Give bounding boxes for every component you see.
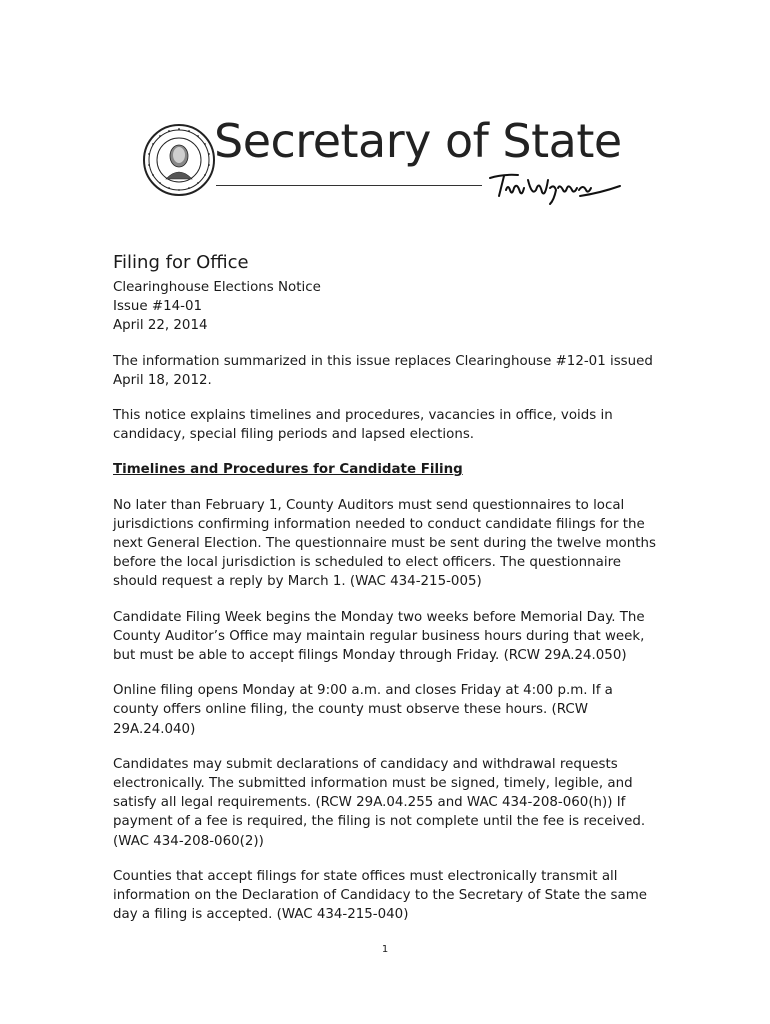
section-heading: Timelines and Procedures for Candidate Filing: [113, 462, 463, 478]
paragraph-questionnaire: No later than February 1, County Auditors must send questionnaires to local jurisdictions confirming information needed to conduct candidate filings for the next General Election. The questionnaire must be sent during the twelve months before the local jurisdiction is scheduled to elect officers. The questionnaire should request a reply by March 1. (WAC 434-215-005): [113, 497, 656, 590]
intro-paragraph-scope: This notice explains timelines and procedures, vacancies in office, voids in candidacy, special filing periods and lapsed elections.: [113, 408, 613, 443]
handwritten-signature-icon: [484, 166, 624, 206]
page-number: 1: [381, 944, 389, 955]
document-body: [113, 250, 658, 924]
document-subtitle: Clearinghouse Elections Notice: [113, 280, 321, 295]
document-title: Filing for Office: [113, 252, 249, 273]
document-issue: Issue #14-01: [113, 299, 203, 315]
paragraph-transmit-state: Counties that accept filings for state offices must electronically transmit all information on the Declaration of Candidacy to the Secretary of State the same day a filing is accepted. (WAC 434-215-040): [113, 868, 648, 923]
letterhead: [0, 0, 770, 220]
paragraph-electronic-submission: Candidates may submit declarations of candidacy and withdrawal requests electronically. The submitted information must be signed, timely, legible, and satisfy all legal requirements. (RCW 29A.04.255 and WAC 434-208-060(h)) If payment of a fee is required, the filing is not complete until the fee is received. (WAC 434-208-060(2)): [113, 756, 646, 849]
letterhead-rule: [216, 185, 482, 186]
paragraph-filing-week: Candidate Filing Week begins the Monday two weeks before Memorial Day. The County Auditor’s Office may maintain regular business hours during that week, but must be able to accept filings Monday through Friday. (RCW 29A.24.050): [113, 609, 645, 664]
paragraph-online-filing: Online filing opens Monday at 9:00 a.m. and closes Friday at 4:00 p.m. If a county offers online filing, the county must observe these hours. (RCW 29A.24.040): [113, 683, 613, 737]
brand-title: Secretary of State: [214, 114, 622, 168]
intro-paragraph-replaces: The information summarized in this issue replaces Clearinghouse #12-01 issued April 18, 2012.: [113, 353, 653, 388]
washington-state-seal-icon: [142, 123, 216, 197]
document-date: April 22, 2014: [113, 318, 208, 334]
